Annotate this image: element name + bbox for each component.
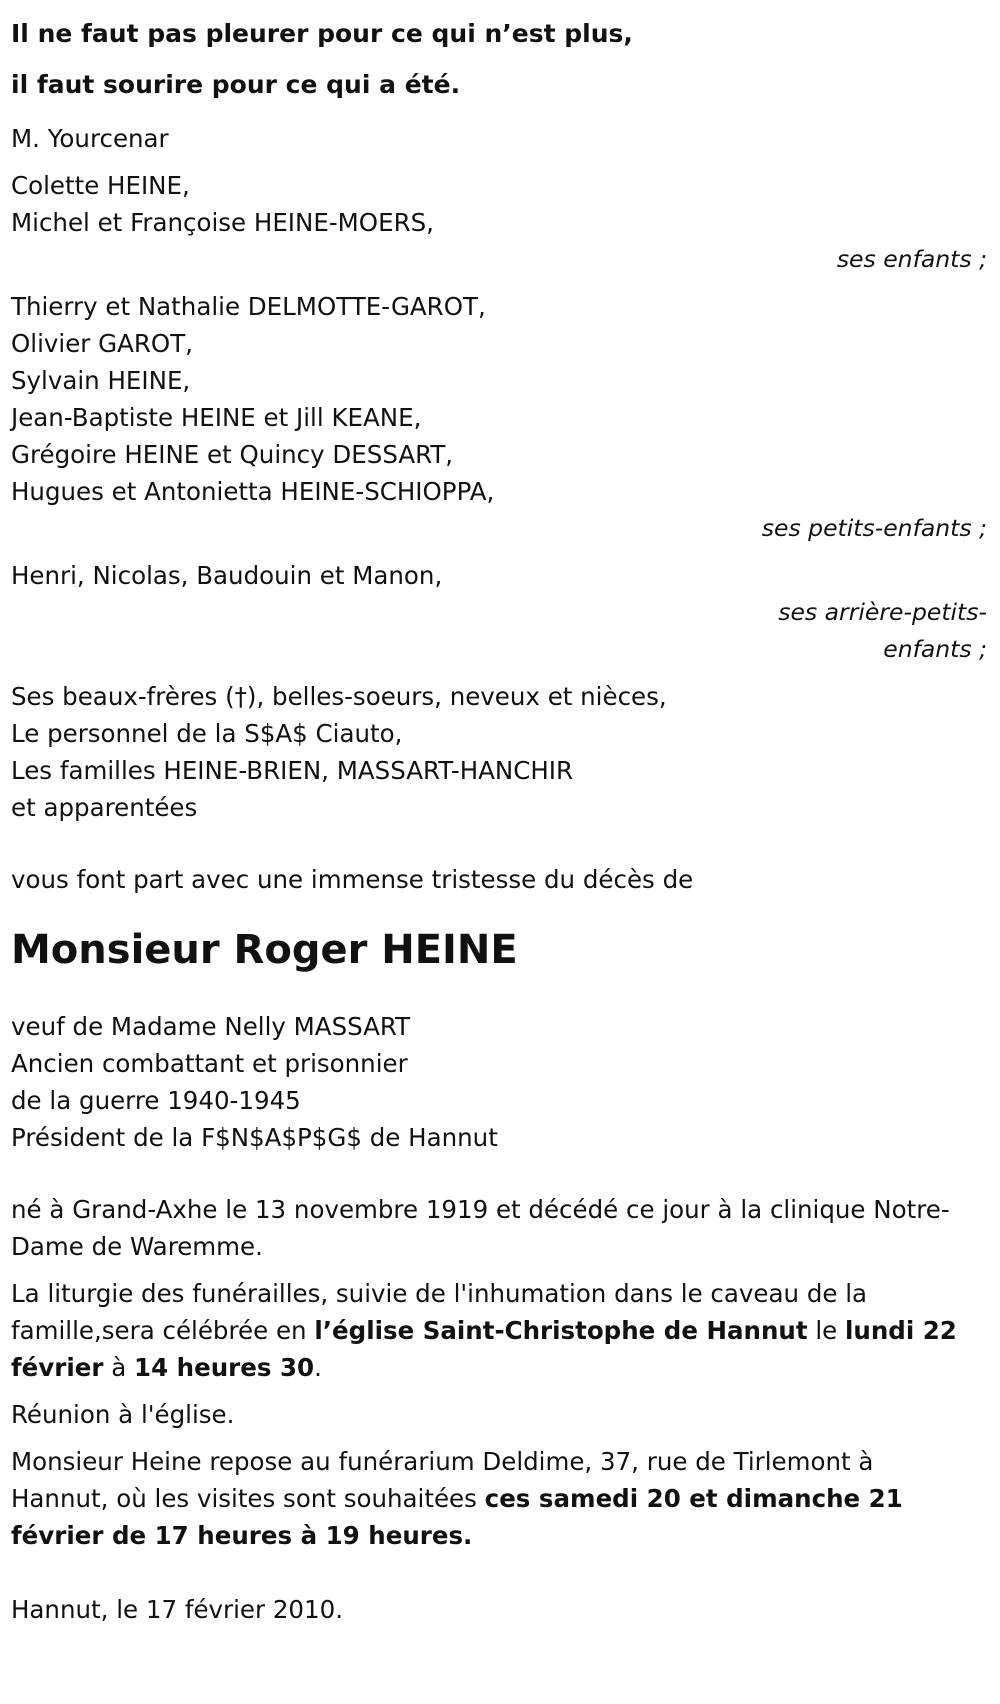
quote [11,8,991,110]
birth-death-paragraph: né à Grand-Axhe le 13 novembre 1919 et décédé ce jour à la clinique Notre-Dame de Waremme. [11,1195,950,1261]
family-name-line: Grégoire HEINE et Quincy DESSART, [11,440,454,469]
bio-line: Président de la F$N$A$P$G$ de Hannut [11,1123,498,1152]
relative-line: Le personnel de la S$A$ Ciauto, [11,719,403,748]
funeral-text: La liturgie des funérailles, suivie de l'inhumation dans le caveau de la famille,sera célébrée en [11,1279,868,1345]
details [11,1191,991,1554]
funeral-paragraph [11,1275,976,1386]
relation-label-line: ses arrière-petits- [778,598,987,626]
quote-author: M. Yourcenar [11,124,169,153]
quote-line: il faut sourire pour ce qui a été. [11,70,461,99]
relative-line: Les familles HEINE-BRIEN, MASSART-HANCHIR [11,756,574,785]
deceased-bio [11,1008,991,1156]
visits-schedule: ces samedi 20 et dimanche 21 février de 17 heures à 19 heures. [11,1484,903,1550]
funeral-text: . [314,1353,322,1382]
relation-label: ses petits-enfants ; [761,514,987,542]
meeting-paragraph: Réunion à l'église. [11,1400,235,1429]
funeral-date: lundi 22 février [11,1316,957,1382]
visits-text: Monsieur Heine repose au funérarium Deldime, 37, rue de Tirlemont à Hannut, où les visites sont souhaitées [11,1447,874,1513]
announcement: vous font part avec une immense tristesse du décès de [11,865,694,894]
great-grandchildren-group [11,557,991,668]
bio-line: veuf de Madame Nelly MASSART [11,1012,411,1041]
relation-label-line: enfants ; [883,635,987,663]
quote-line: Il ne faut pas pleurer pour ce qui n’est plus, [11,19,633,48]
place-date: Hannut, le 17 février 2010. [11,1595,343,1624]
funeral-time: 14 heures 30 [134,1353,315,1382]
bio-line: de la guerre 1940-1945 [11,1086,301,1115]
family-name-line: Thierry et Nathalie DELMOTTE-GAROT, [11,292,486,321]
obituary-notice [11,8,991,1628]
relative-line: et apparentées [11,793,198,822]
relation-label: ses enfants ; [836,245,987,273]
family-name-line: Sylvain HEINE, [11,366,191,395]
family-name-line: Hugues et Antonietta HEINE-SCHIOPPA, [11,477,495,506]
bio-line: Ancien combattant et prisonnier [11,1049,408,1078]
family-name-line: Henri, Nicolas, Baudouin et Manon, [11,561,443,590]
family-name-line: Michel et Françoise HEINE-MOERS, [11,208,434,237]
funeral-text: le [807,1316,846,1345]
funeral-church: l’église Saint-Christophe de Hannut [314,1316,808,1345]
family-name-line: Jean-Baptiste HEINE et Jill KEANE, [11,403,422,432]
family-name-line: Olivier GAROT, [11,329,193,358]
relation-label [747,594,991,668]
grandchildren-group [11,288,991,547]
relative-line: Ses beaux-frères (†), belles-soeurs, neveux et nièces, [11,682,667,711]
deceased-name: Monsieur Roger HEINE [11,927,518,973]
family-name-line: Colette HEINE, [11,171,190,200]
funeral-text: à [103,1353,135,1382]
visits-paragraph [11,1443,976,1554]
children-group [11,167,991,278]
other-relatives [11,678,991,826]
